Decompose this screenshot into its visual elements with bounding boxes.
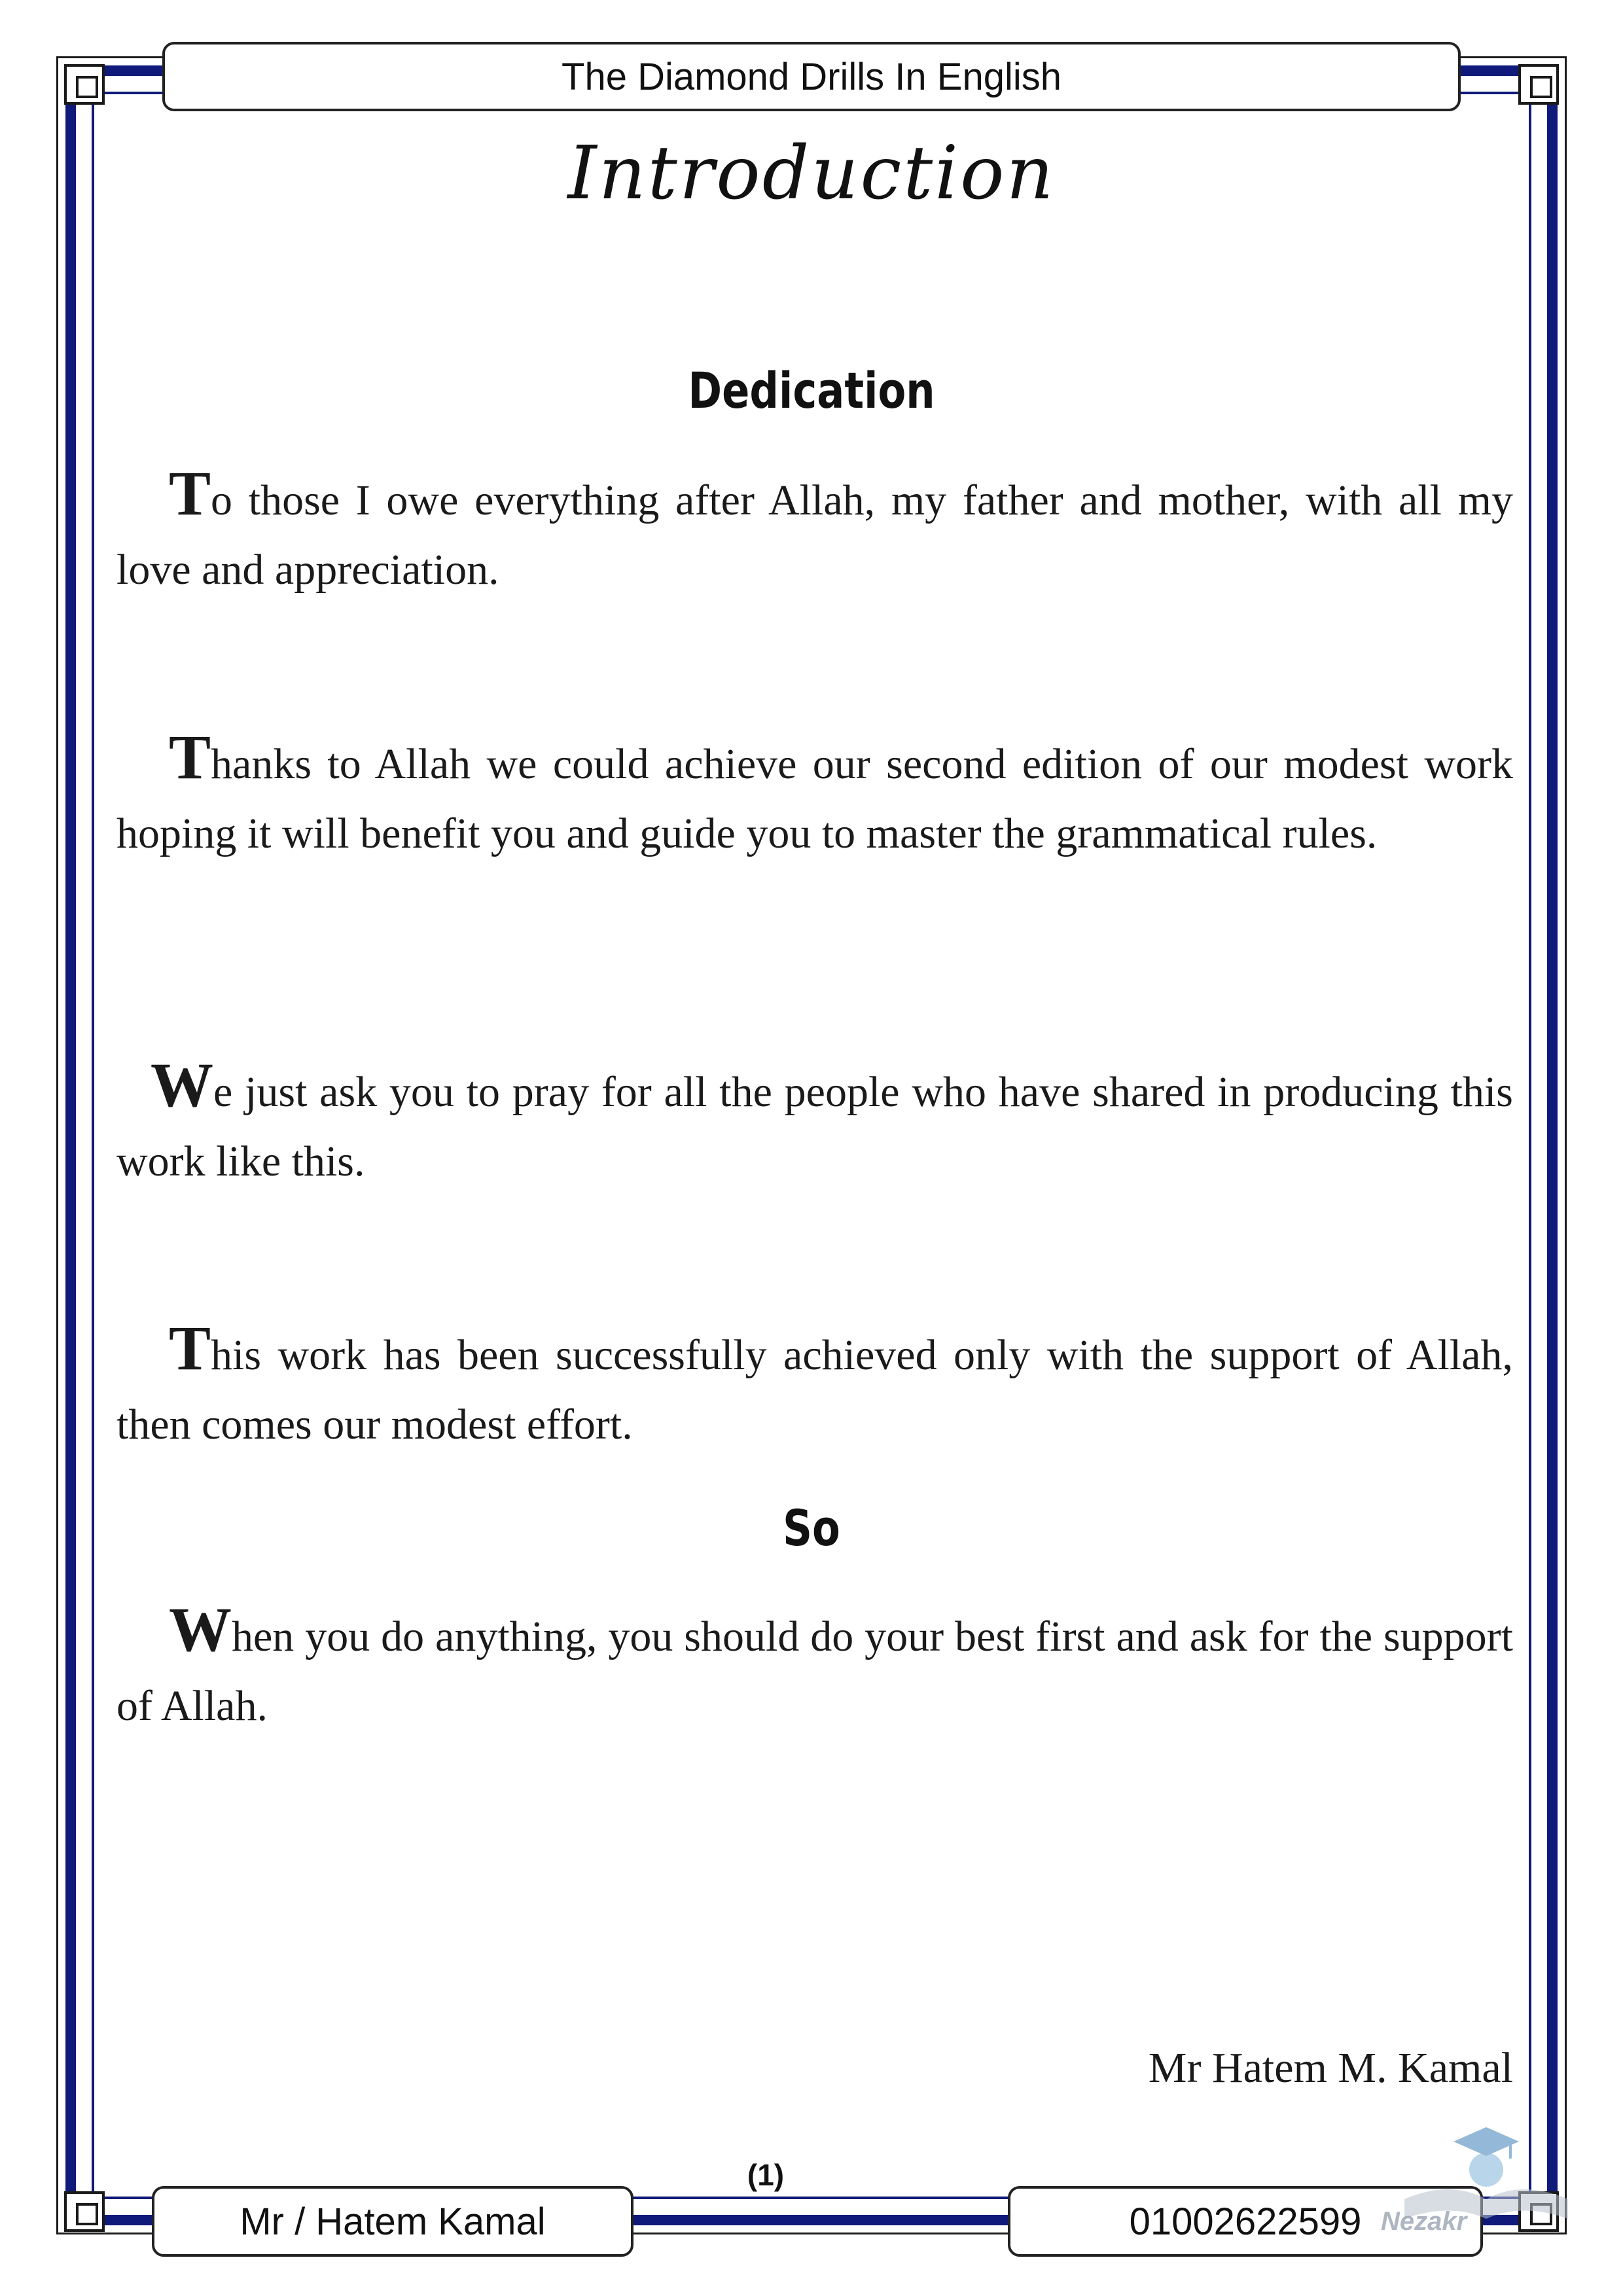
paragraph <box>116 722 1513 869</box>
paragraph-text: hanks to Allah we could achieve our second edition of our modest work hoping it will benefit you and guide you to master the grammatical rules. <box>116 740 1513 857</box>
footer-author: Mr / Hatem Kamal <box>152 2186 633 2257</box>
author-signature: Mr Hatem M. Kamal <box>1148 2044 1513 2092</box>
paragraph-initial: T <box>169 1313 211 1383</box>
header-book-title: The Diamond Drills In English <box>162 42 1461 111</box>
frame-corner-ornament <box>1518 64 1559 105</box>
paragraph-text: his work has been successfully achieved only with the support of Allah, then comes our modest effort. <box>116 1331 1513 1448</box>
so-heading: So <box>783 1499 840 1557</box>
footer-phone: 01002622599 <box>1008 2186 1483 2257</box>
paragraph-initial: W <box>169 1594 232 1664</box>
paragraph-text: o those I owe everything after Allah, my father and mother, with all my love and appreciation. <box>116 476 1513 594</box>
paragraph <box>116 1594 1513 1741</box>
paragraph <box>116 1050 1513 1196</box>
paragraph-text: hen you do anything, you should do your best first and ask for the support of Allah. <box>116 1613 1513 1730</box>
page-title: Introduction <box>567 131 1056 216</box>
paragraph-text: e just ask you to pray for all the people who have shared in producing this work like this. <box>116 1068 1513 1185</box>
frame-corner-ornament <box>64 2191 105 2232</box>
page-number: (1) <box>747 2158 785 2192</box>
paragraph <box>116 458 1513 605</box>
paragraph-initial: T <box>169 458 211 528</box>
dedication-heading: Dedication <box>688 361 935 420</box>
frame-corner-ornament <box>64 64 105 105</box>
paragraph <box>116 1313 1513 1460</box>
paragraph-initial: T <box>169 722 211 792</box>
paragraph-initial: W <box>151 1050 213 1120</box>
watermark-text: Nezakr <box>1381 2207 1467 2236</box>
